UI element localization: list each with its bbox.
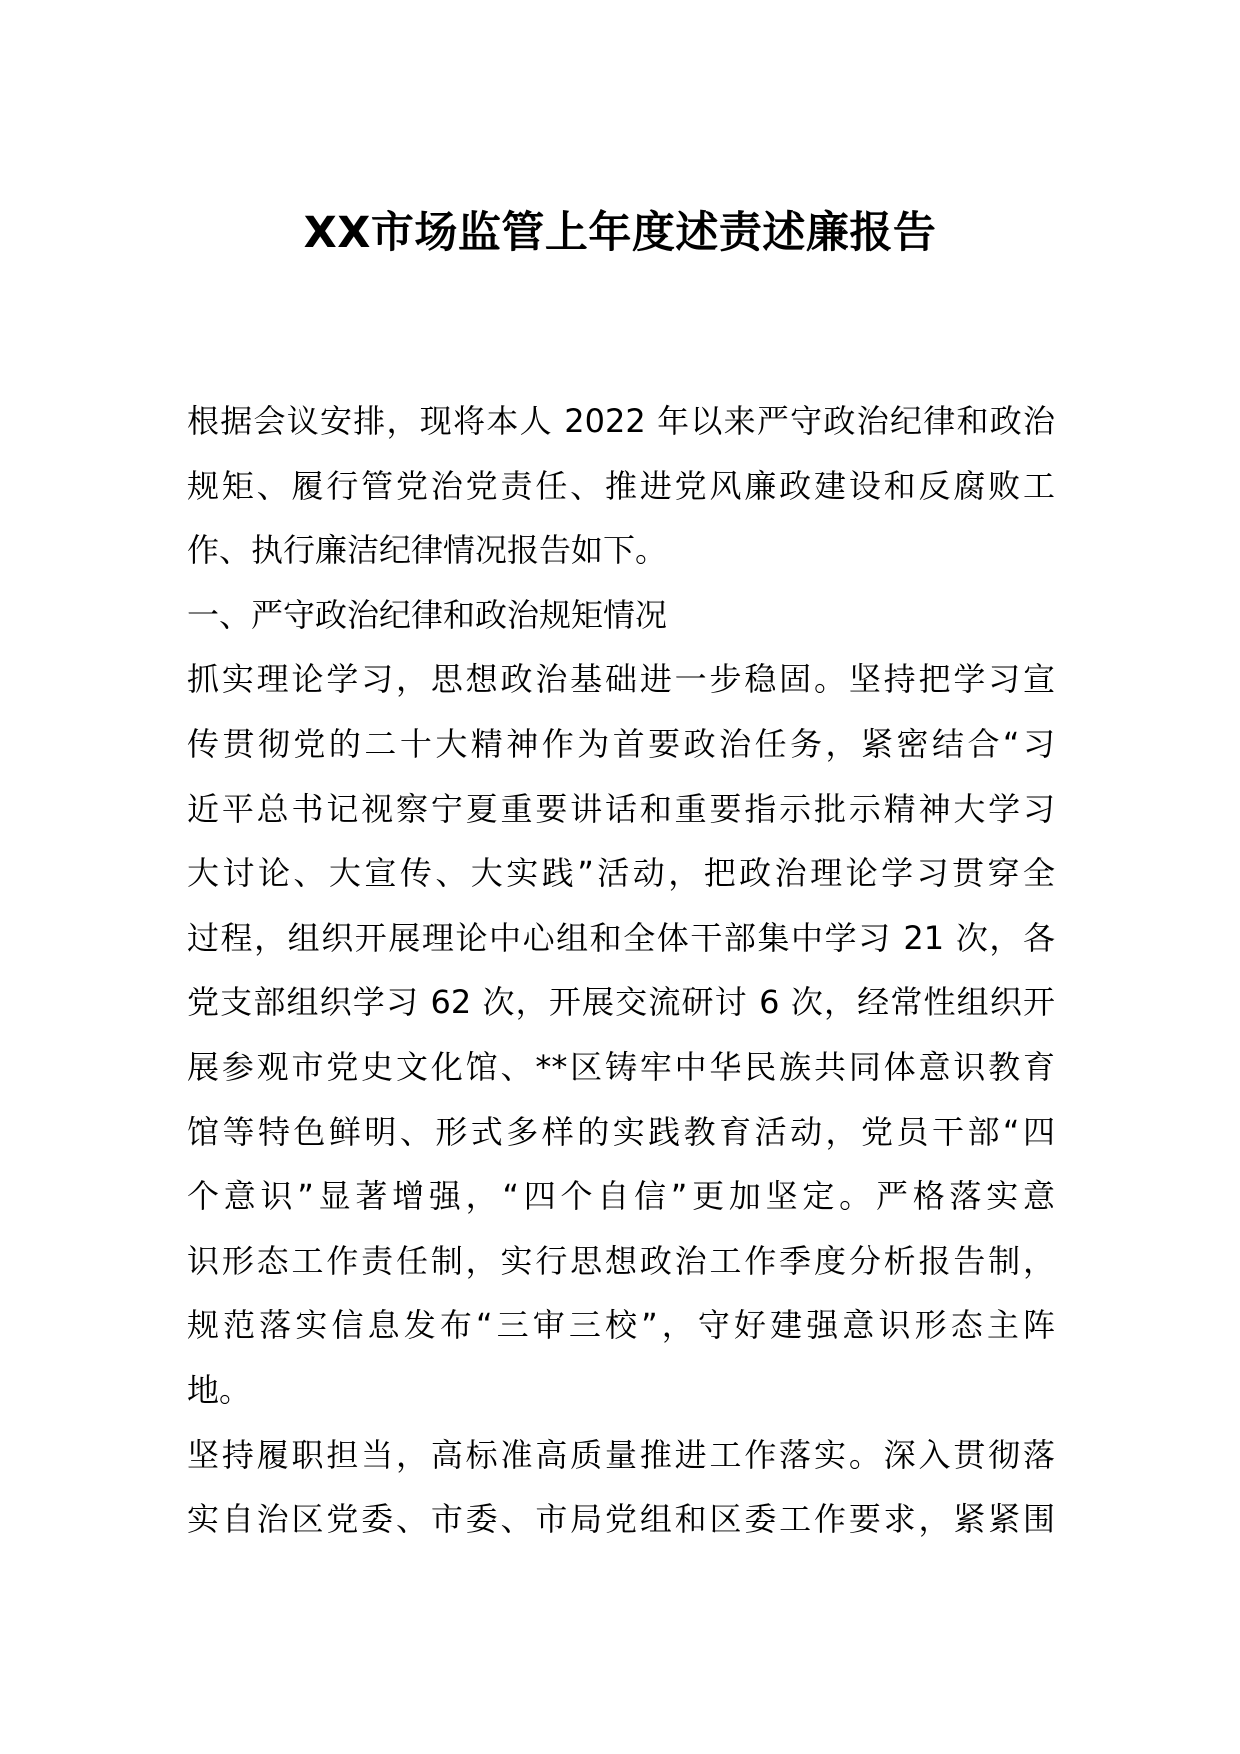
- body-line: 识形态工作责任制，实行思想政治工作季度分析报告制，: [187, 1241, 1055, 1280]
- body-line: 规矩、履行管党治党责任、推进党风廉政建设和反腐败工: [187, 466, 1055, 505]
- body-line: 馆等特色鲜明、形式多样的实践教育活动，党员干部“四: [187, 1112, 1055, 1151]
- body-line: 过程，组织开展理论中心组和全体干部集中学习 21 次，各: [187, 918, 1055, 957]
- body-line: 近平总书记视察宁夏重要讲话和重要指示批示精神大学习: [187, 789, 1055, 828]
- body-line: 规范落实信息发布“三审三校”，守好建强意识形态主阵: [187, 1306, 1055, 1345]
- body-line: 坚持履职担当，高标准高质量推进工作落实。深入贯彻落: [187, 1435, 1055, 1474]
- body-line: 传贯彻党的二十大精神作为首要政治任务，紧密结合“习: [187, 724, 1055, 763]
- document-title: XX市场监管上年度述责述廉报告: [303, 208, 937, 258]
- body-line: 实自治区党委、市委、市局党组和区委工作要求，紧紧围: [187, 1500, 1055, 1539]
- body-line: 地。: [187, 1370, 252, 1409]
- document-body: [187, 389, 1055, 1552]
- body-line: 个意识”显著增强，“四个自信”更加坚定。严格落实意: [187, 1177, 1055, 1216]
- body-line: 大讨论、大宣传、大实践”活动，把政治理论学习贯穿全: [187, 854, 1055, 893]
- body-line: 作、执行廉洁纪律情况报告如下。: [187, 531, 668, 570]
- section-heading: 一、严守政治纪律和政治规矩情况: [187, 595, 668, 634]
- body-line: 展参观市党史文化馆、**区铸牢中华民族共同体意识教育: [187, 1047, 1055, 1086]
- body-line: 根据会议安排，现将本人 2022 年以来严守政治纪律和政治: [187, 402, 1055, 440]
- body-line: 抓实理论学习，思想政治基础进一步稳固。坚持把学习宣: [187, 660, 1055, 699]
- body-line: 党支部组织学习 62 次，开展交流研讨 6 次，经常性组织开: [187, 983, 1055, 1022]
